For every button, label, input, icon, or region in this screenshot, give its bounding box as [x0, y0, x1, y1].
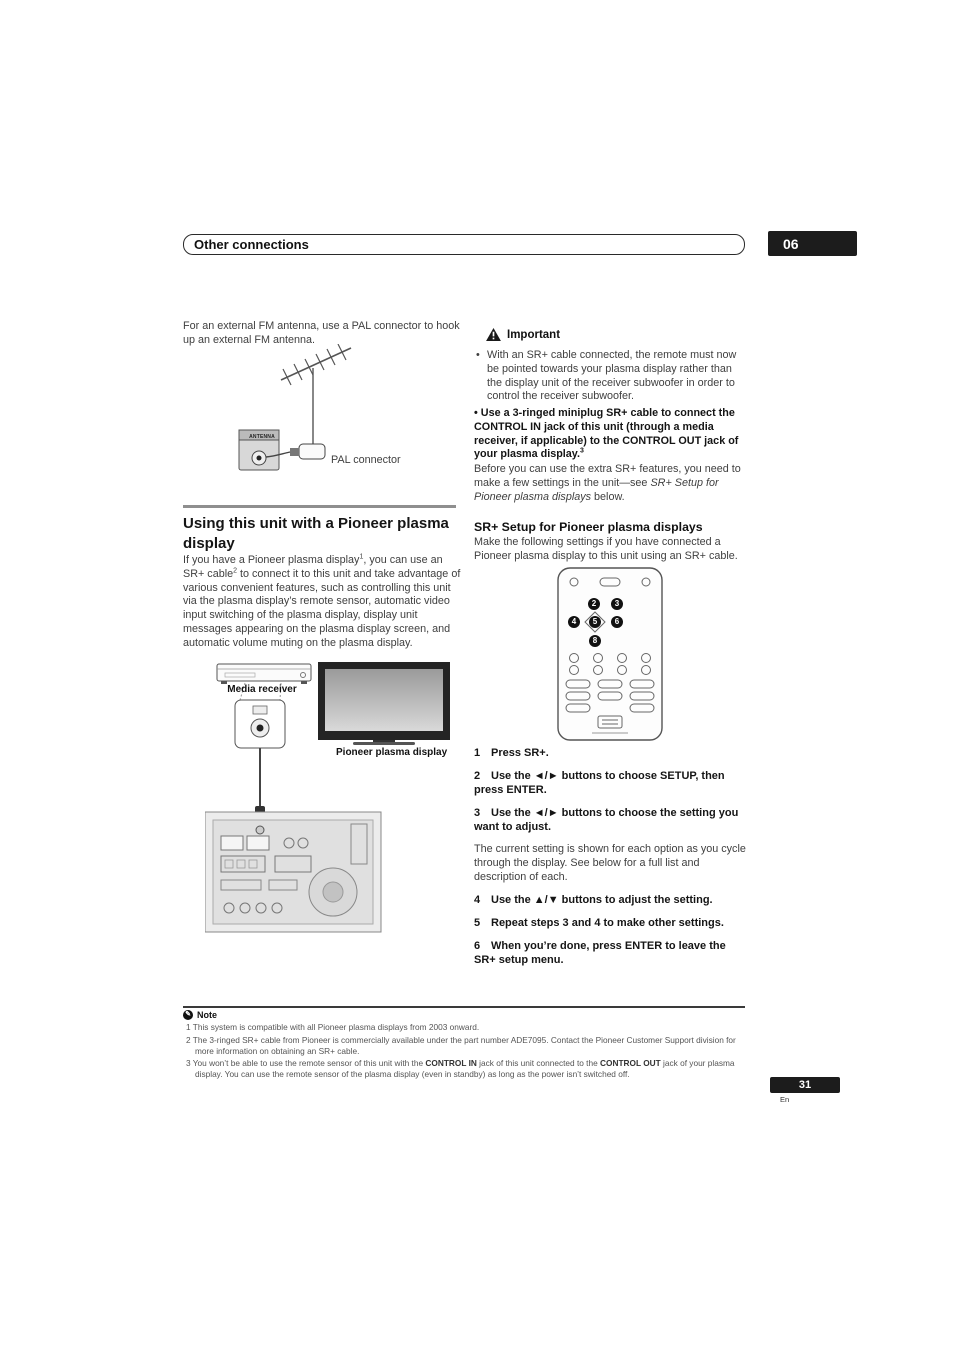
step-6	[474, 939, 750, 968]
page-number: 31	[798, 1079, 812, 1091]
footnote-ref-3: 3	[580, 447, 584, 455]
step-text: When you’re done, press ENTER to leave the SR+ setup menu.	[474, 939, 726, 966]
cross-reference: SR+ Setup for Pioneer plasma displays	[474, 476, 719, 503]
pal-connector-label: PAL connector	[331, 454, 401, 466]
chapter-number: 06	[783, 235, 799, 252]
plasma-display-label: Pioneer plasma display	[336, 747, 448, 758]
plasma-intro-paragraph	[183, 554, 461, 651]
connection-drawing	[205, 658, 455, 938]
sr-setup-intro: Make the following settings if you have connected a Pioneer plasma display to this unit using an SR+ cable.	[474, 536, 738, 562]
step-4	[474, 893, 750, 907]
footnotes	[186, 1022, 746, 1082]
connection-illustration	[205, 658, 455, 938]
bullet-marker: •	[474, 407, 478, 419]
text-run: With an SR+ cable connected, the remote must now be pointed towards your plasma display rather than the display unit of the receiver subwoofer in order to control the receiver subwoofer.	[487, 349, 737, 403]
step-text: Use the ◄/► buttons to choose the setting you want to adjust.	[474, 806, 739, 834]
text-run: jack of this unit connected to the	[476, 1058, 601, 1069]
media-receiver-label: Media receiver	[227, 684, 297, 695]
step-number: 2	[474, 769, 481, 782]
chapter-title-bar	[183, 234, 745, 255]
sr-setup-heading: SR+ Setup for Pioneer plasma displays	[474, 520, 703, 534]
fm-antenna-intro: For an external FM antenna, use a PAL connector to hook up an external FM antenna.	[183, 320, 460, 346]
text-run: Before you can use the extra SR+ features, you need to make a few settings in the unit—see	[474, 463, 741, 489]
step-text: Use the ◄/► buttons to choose SETUP, then press ENTER.	[474, 769, 725, 797]
remote-control-illustration	[552, 566, 668, 744]
step-number: 6	[474, 939, 481, 952]
language-label: En	[780, 1095, 790, 1104]
step-2	[474, 769, 750, 798]
fm-antenna-illustration	[195, 344, 457, 496]
remote-drawing	[552, 566, 668, 744]
bullet-marker: •	[476, 349, 480, 361]
step-1	[474, 746, 750, 760]
chapter-number-badge	[768, 231, 857, 256]
note-icon: ✎	[183, 1010, 193, 1020]
footnote-1: 1 This system is compatible with all Pioneer plasma displays from 2003 onward.	[186, 1022, 480, 1032]
footnote-ref-1: 1	[359, 553, 364, 561]
page-number-badge	[770, 1077, 840, 1093]
footnote-3	[186, 1058, 746, 1080]
setup-steps	[474, 746, 750, 976]
text-run: below.	[591, 490, 625, 503]
callout-badge-3: 3	[611, 598, 623, 610]
text-run: to connect it to this unit and take advantage of various convenient features, such as controlling this unit via the plasma display’s remote sensor, automatic video input switching of the plasma display, display unit messages appearing on the plasma display screen, and automatic volume muting on the plasma display.	[183, 567, 461, 649]
text-run: 3 You won’t be able to use the remote sensor of this unit with the	[186, 1058, 426, 1069]
important-icon	[486, 328, 501, 341]
step-number: 5	[474, 916, 481, 929]
antenna-terminal-label: ANTENNA	[249, 434, 275, 440]
important-title: Important	[507, 328, 561, 341]
section-title: Using this unit with a Pioneer plasma display	[183, 515, 449, 552]
footnote-2: 2 The 3-ringed SR+ cable from Pioneer is commercially available under the part number ADE7095. Contact the Pioneer Customer Support division for more information on obtaining an SR+ cable.	[186, 1034, 736, 1056]
step-number: 1	[474, 747, 481, 759]
footnote-divider	[183, 1006, 745, 1008]
callout-badge-5: 5	[589, 616, 601, 628]
control-out-term: CONTROL OUT	[600, 1058, 661, 1069]
before-setup-paragraph	[474, 463, 748, 504]
callout-badge-2: 2	[588, 598, 600, 610]
important-heading	[486, 328, 560, 341]
step-number: 3	[474, 806, 481, 819]
note-heading	[183, 1010, 217, 1020]
callout-badge-8: 8	[589, 635, 601, 647]
step-text: Repeat steps 3 and 4 to make other settings.	[491, 916, 724, 929]
step-5	[474, 916, 750, 930]
text-run: jack of your plasma display. You can use the remote sensor of the plasma display (even in standby) as long as the power isn’t switched off.	[195, 1058, 735, 1080]
text-run: , you can use an SR+ cable	[183, 554, 443, 580]
control-in-term: CONTROL IN	[425, 1058, 477, 1069]
text-run: If you have a Pioneer plasma display	[183, 554, 360, 566]
note-title: Note	[197, 1010, 217, 1020]
step-3	[474, 806, 750, 835]
chapter-title: Other connections	[194, 237, 309, 252]
antenna-drawing	[195, 344, 457, 496]
step-3-detail: The current setting is shown for each option as you cycle through the display. See below for a full list and description of each.	[474, 842, 746, 883]
section-divider	[183, 505, 456, 508]
callout-badge-6: 6	[611, 616, 623, 628]
sr-cable-bullet	[474, 407, 748, 462]
footnote-ref-2: 2	[233, 567, 238, 575]
callout-badge-4: 4	[568, 616, 580, 628]
step-number: 4	[474, 893, 481, 906]
step-text: Use the ▲/▼ buttons to adjust the setting.	[491, 893, 713, 906]
important-bullet	[474, 349, 748, 404]
step-text: Press SR+.	[491, 747, 549, 759]
text-run: Use a 3-ringed miniplug SR+ cable to connect the CONTROL IN jack of this unit (through a media receiver, if applicable) to the CONTROL OUT jack of your plasma display.	[474, 407, 739, 461]
